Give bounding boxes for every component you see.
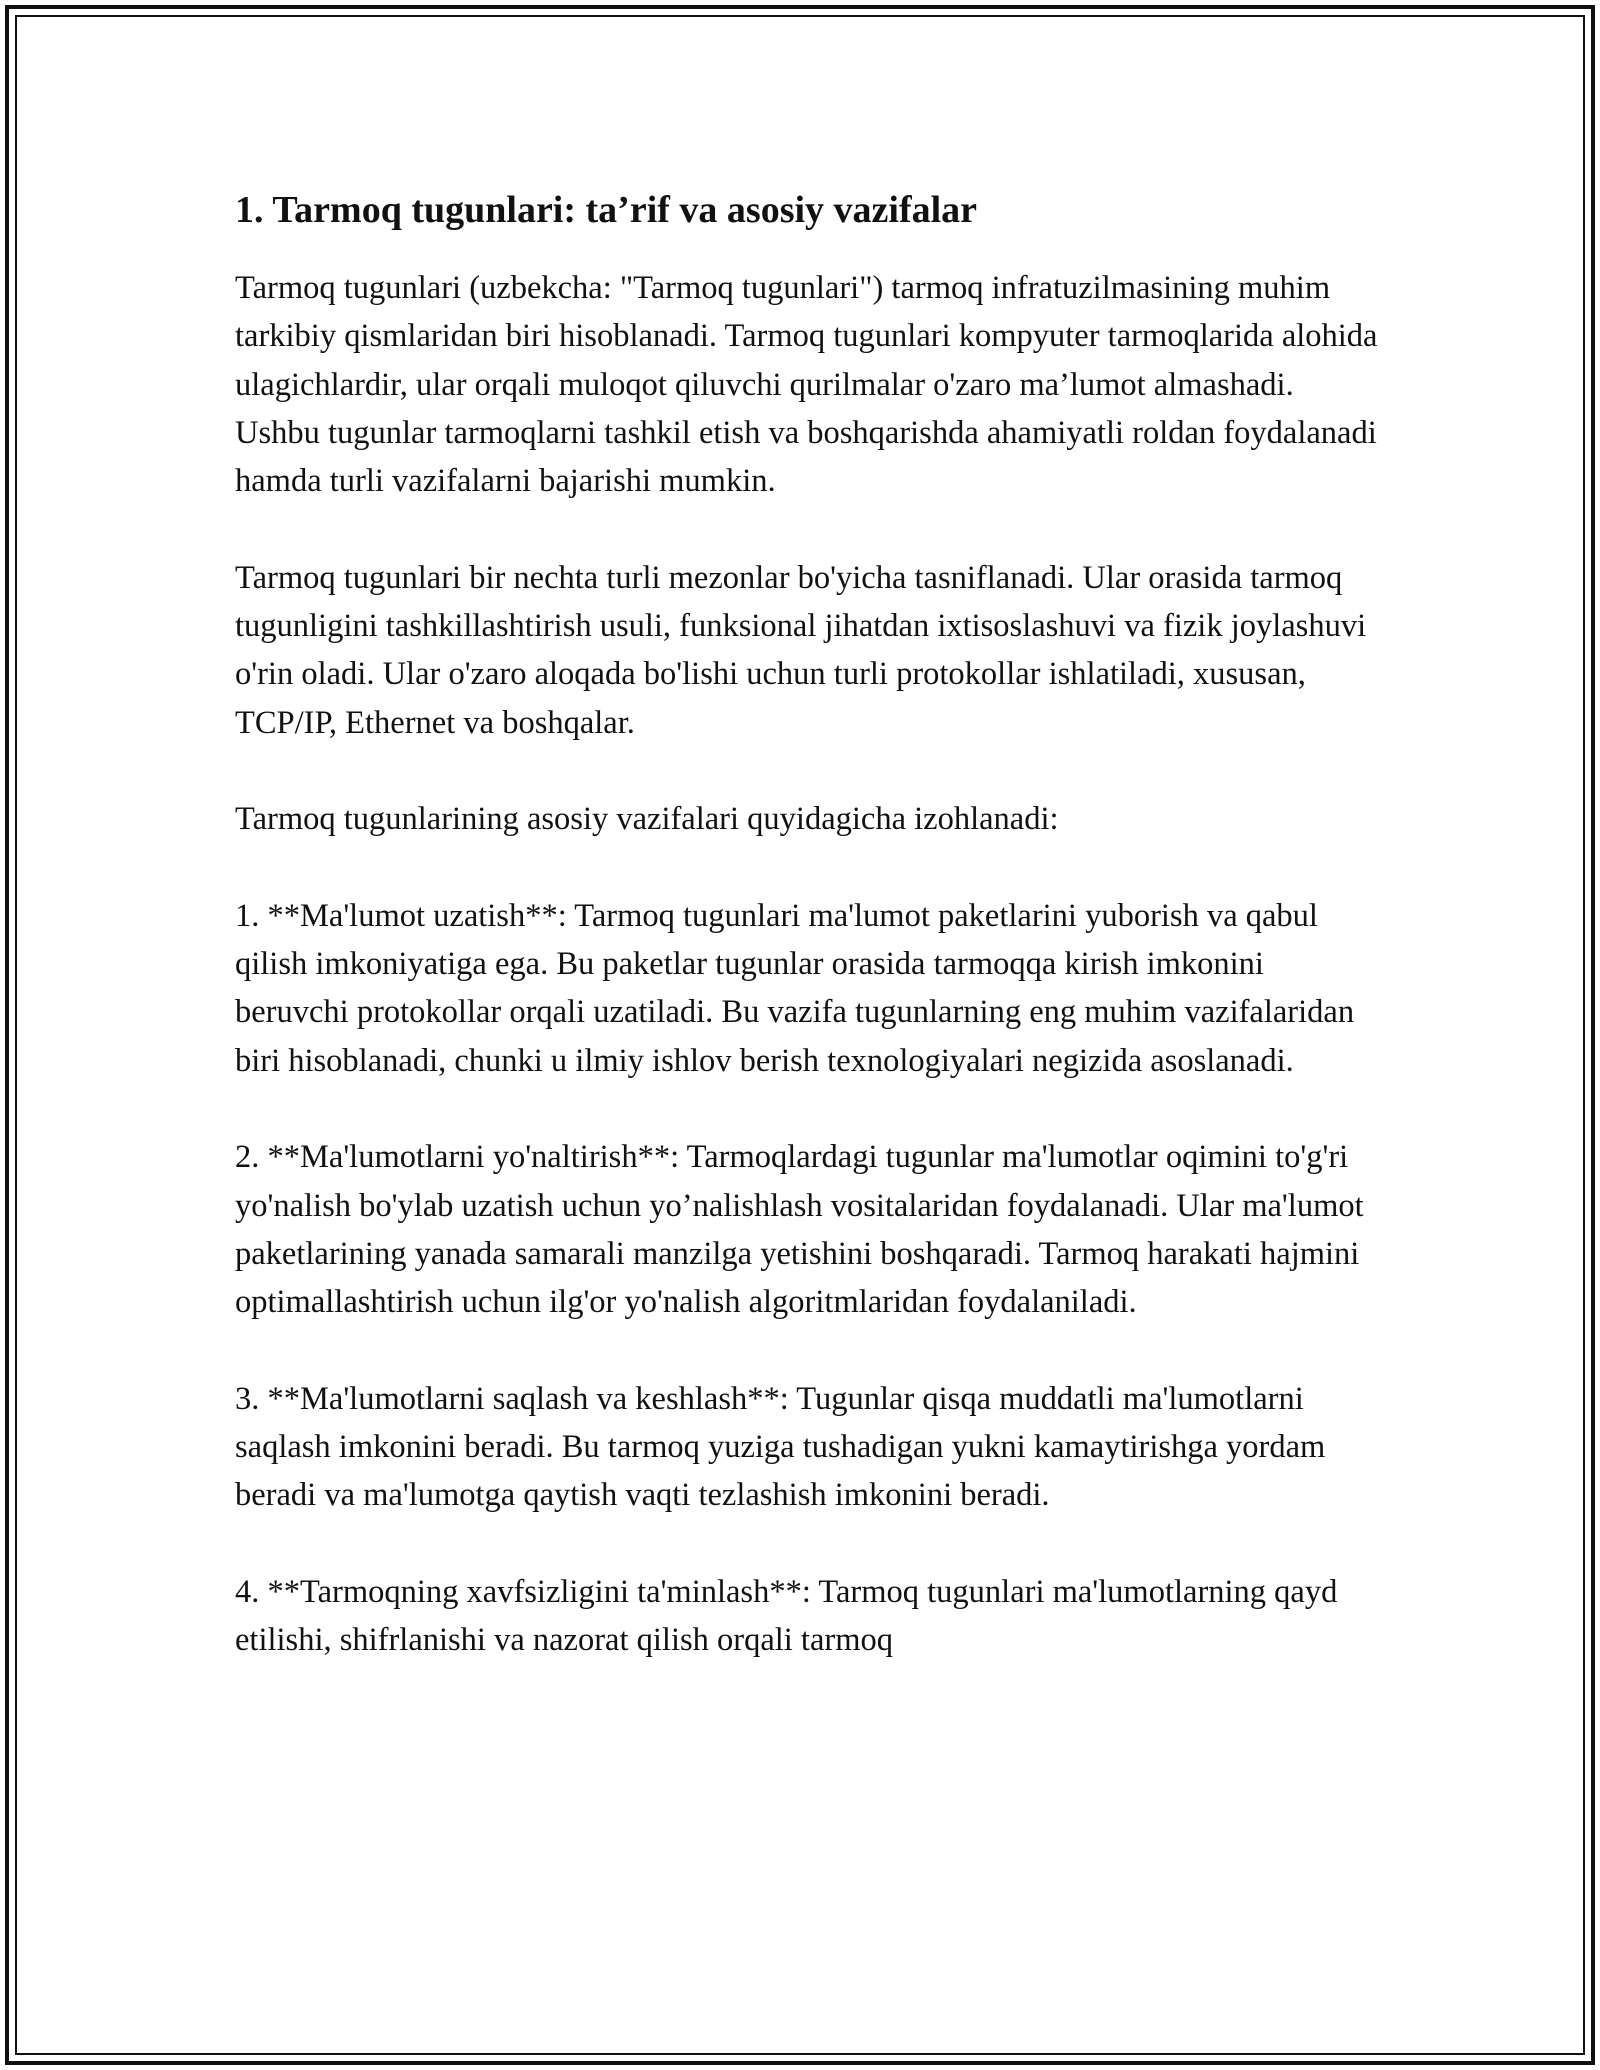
list-item-network-security: 4. **Tarmoqning xavfsizligini ta'minlash**: Tarmoq tugunlari ma'lumotlarning qayd etilishi, shifrlanishi va nazorat qilish orqali tarmoq — [235, 1574, 1338, 1659]
list-item-data-caching: 3. **Ma'lumotlarni saqlash va keshlash**: Tugunlar qisqa muddatli ma'lumotlarni saqlash imkonini beradi. Bu tarmoq yuziga tushadigan yukni kamaytirishga yordam beradi va ma'lumotga qaytish vaqti tezlashish imkonini beradi. — [235, 1380, 1326, 1514]
paragraph-intro: Tarmoq tugunlari (uzbekcha: "Tarmoq tugunlari") tarmoq infratuzilmasining muhim tarkibiy qismlaridan biri hisoblanadi. Tarmoq tugunlari kompyuter tarmoqlarida alohida ulagichlardir, ular orqali muloqot qiluvchi qurilmalar o'zaro ma’lumot almashadi. Ushbu tugunlar tarmoqlarni tashkil etish va boshqarishda ahamiyatli roldan foydalanadi hamda turli vazifalarni bajarishi mumkin. — [235, 270, 1378, 500]
paragraph-classification: Tarmoq tugunlari bir nechta turli mezonlar bo'yicha tasniflanadi. Ular orasida tarmoq tugunligini tashkillashtirish usuli, funksional jihatdan ixtisoslashuvi va fizik joylashuvi o'rin oladi. Ular o'zaro aloqada bo'lishi uchun turli protokollar ishlatiladi, xususan, TCP/IP, Ethernet va boshqalar. — [235, 559, 1367, 741]
paragraph-functions-intro: Tarmoq tugunlarining asosiy vazifalari quyidagicha izohlanadi: — [235, 801, 1059, 838]
section-heading: 1. Tarmoq tugunlari: ta’rif va asosiy vazifalar — [235, 189, 978, 231]
list-item-data-routing: 2. **Ma'lumotlarni yo'naltirish**: Tarmoqlardagi tugunlar ma'lumotlar oqimini to'g'ri yo'nalish bo'ylab uzatish uchun yo’nalishlash vositalaridan foydalanadi. Ular ma'lumot paketlarining yanada samarali manzilga yetishini boshqaradi. Tarmoq harakati hajmini optimallashtirish uchun ilg'or yo'nalish algoritmlaridan foydalaniladi. — [235, 1139, 1364, 1321]
list-item-data-transfer: 1. **Ma'lumot uzatish**: Tarmoq tugunlari ma'lumot paketlarini yuborish va qabul qilish imkoniyatiga ega. Bu paketlar tugunlar orasida tarmoqqa kirish imkonini beruvchi protokollar orqali uzatiladi. Bu vazifa tugunlarning eng muhim vazifalaridan biri hisoblanadi, chunki u ilmiy ishlov berish texnologiyalari negizida asoslanadi. — [235, 897, 1355, 1079]
document-body — [235, 186, 1380, 1665]
